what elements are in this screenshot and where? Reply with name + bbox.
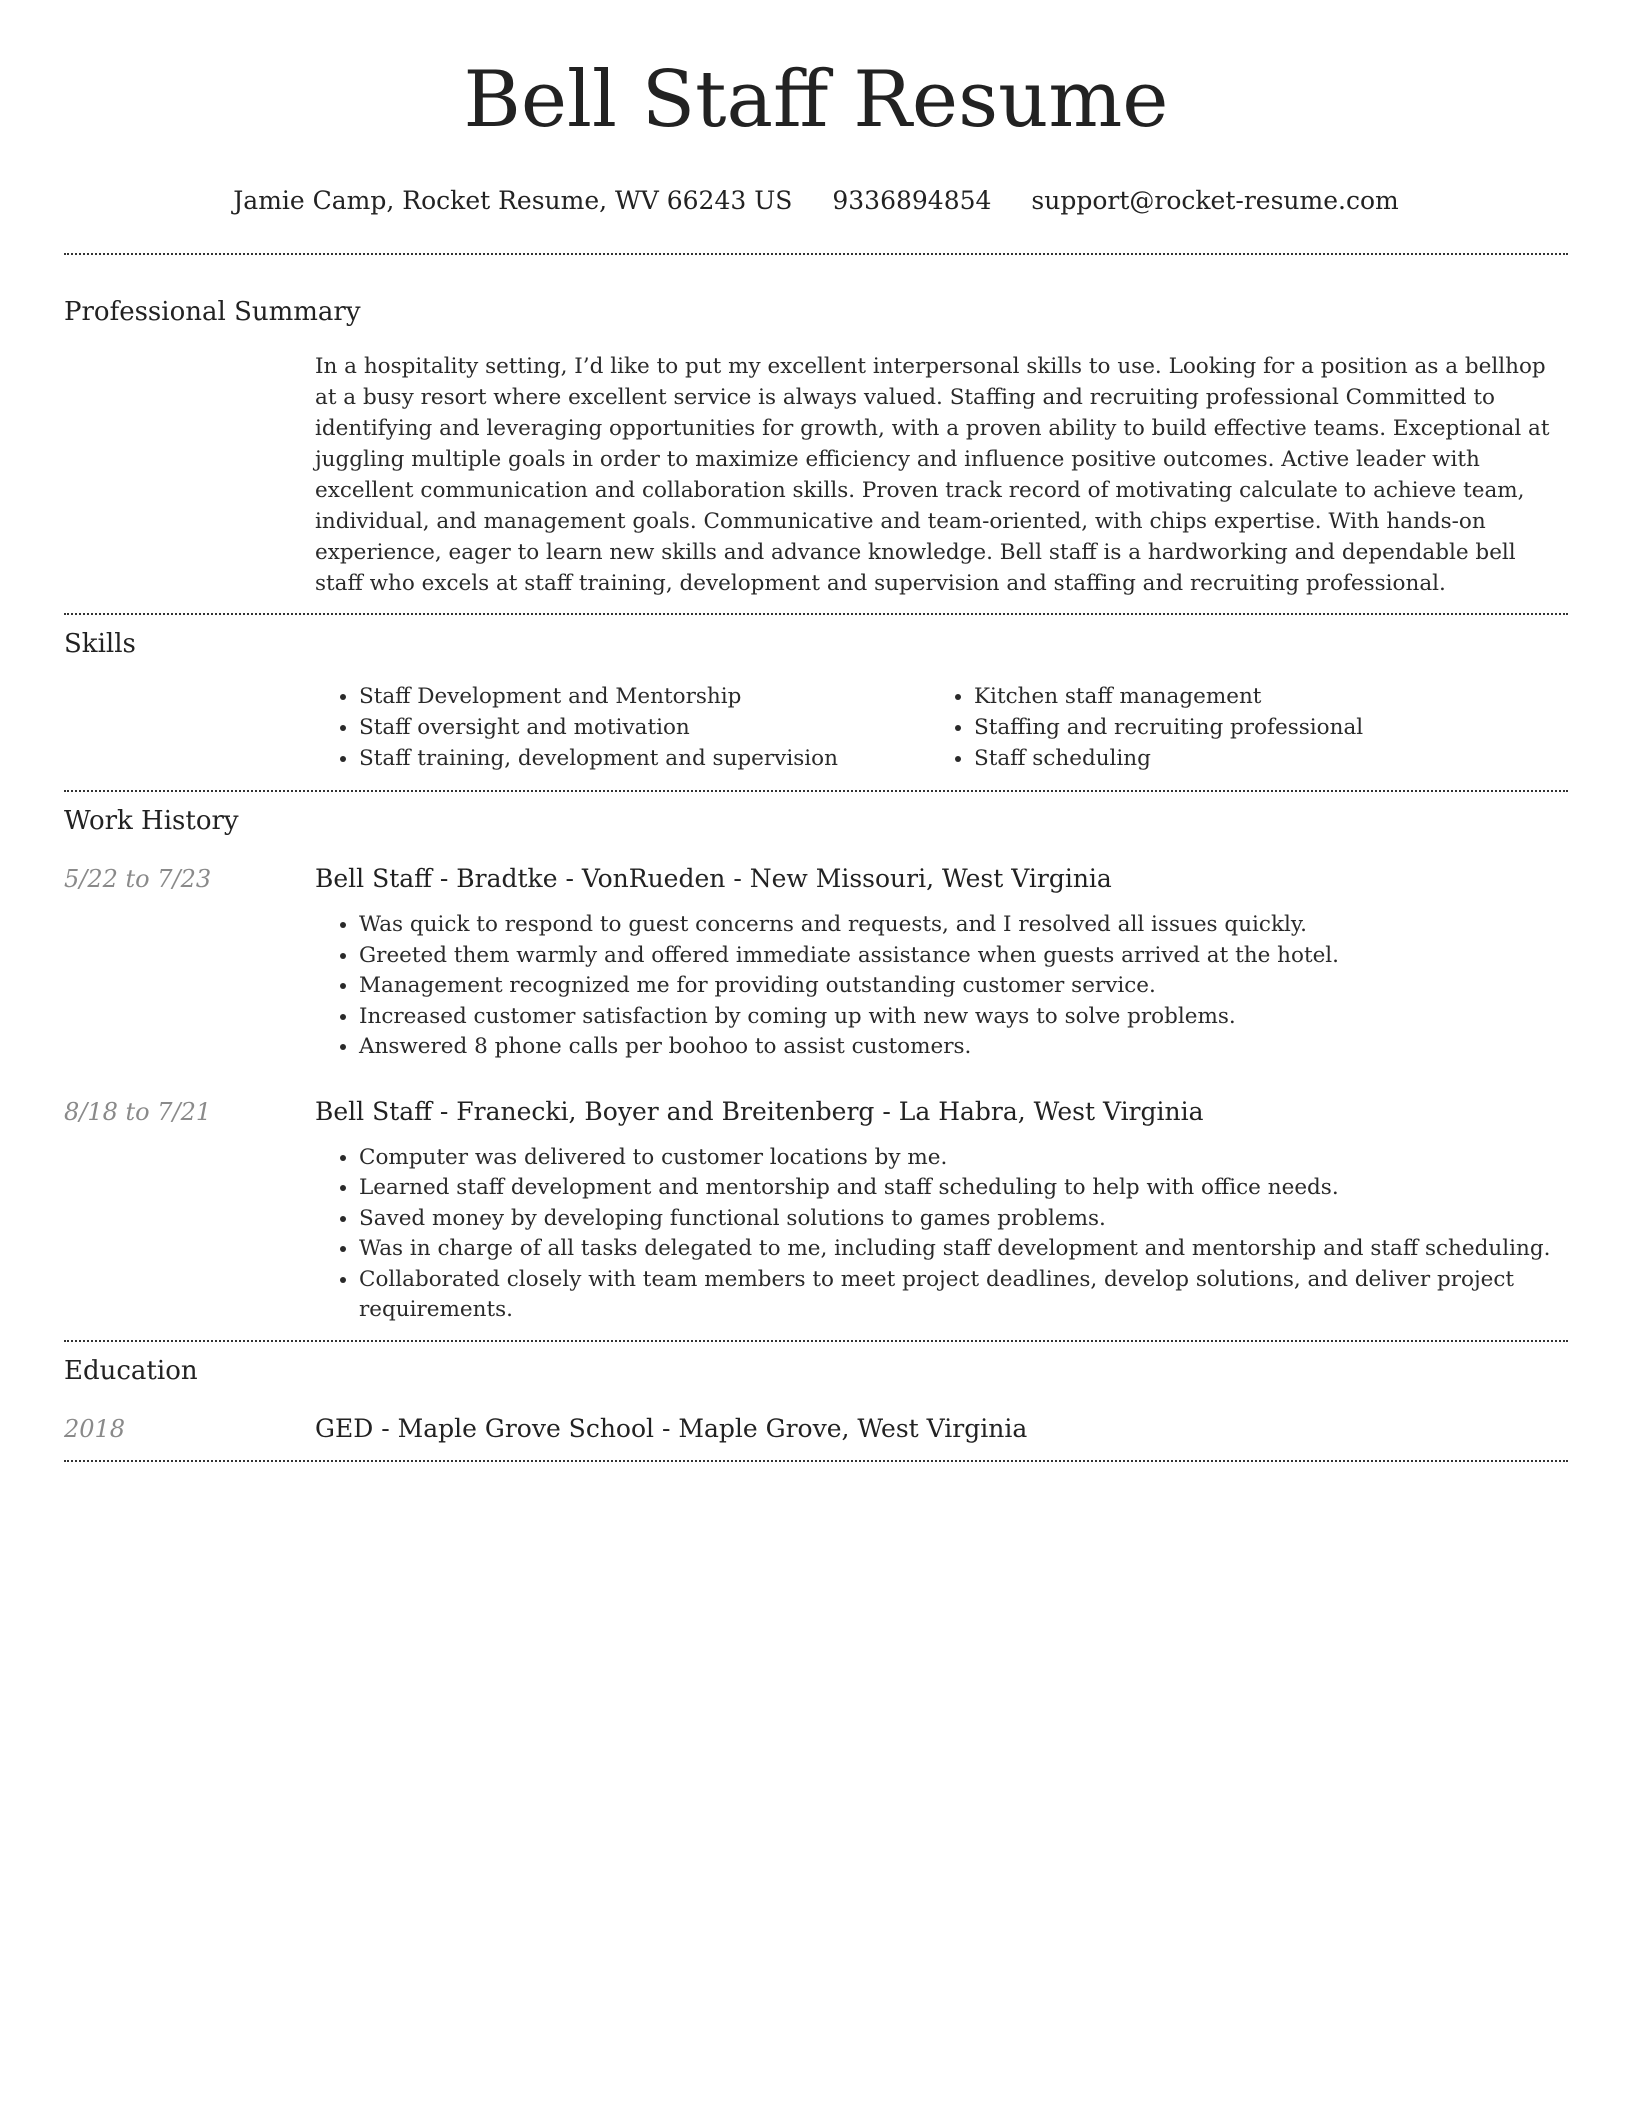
skill-item: • Kitchen staff management bbox=[974, 681, 1545, 712]
skills-column-right bbox=[930, 681, 1545, 774]
divider bbox=[64, 1460, 1568, 1462]
contact-line bbox=[64, 184, 1568, 218]
skill-item: • Staff scheduling bbox=[974, 743, 1545, 774]
divider bbox=[64, 790, 1568, 792]
skill-item: • Staff training, development and supervision bbox=[359, 743, 930, 774]
job-dates: 5/22 to 7/23 bbox=[64, 865, 212, 893]
list-item: • Increased customer satisfaction by coming up with new ways to solve problems. bbox=[359, 1002, 1568, 1033]
list-item: • Learned staff development and mentorship and staff scheduling to help with office needs. bbox=[359, 1173, 1568, 1204]
skills-list bbox=[315, 681, 1568, 774]
divider bbox=[64, 1340, 1568, 1342]
list-item: • Saved money by developing functional solutions to games problems. bbox=[359, 1204, 1568, 1235]
list-item: • Computer was delivered to customer locations by me. bbox=[359, 1143, 1568, 1174]
list-item: • Collaborated closely with team members to meet project deadlines, develop solutions, and deliver project requirements. bbox=[359, 1265, 1568, 1326]
summary-heading: Professional Summary bbox=[64, 297, 361, 327]
skill-item: • Staff Development and Mentorship bbox=[359, 681, 930, 712]
job-responsibilities bbox=[315, 1143, 1568, 1326]
divider bbox=[64, 253, 1568, 255]
job-entry bbox=[64, 862, 1568, 896]
list-item: • Answered 8 phone calls per boohoo to assist customers. bbox=[359, 1032, 1568, 1063]
job-title: Bell Staff - Bradtke - VonRueden - New Missouri, West Virginia bbox=[315, 864, 1112, 893]
list-item: • Greeted them warmly and offered immediate assistance when guests arrived at the hotel. bbox=[359, 941, 1568, 972]
list-item: • Management recognized me for providing outstanding customer service. bbox=[359, 971, 1568, 1002]
summary-text: In a hospitality setting, I’d like to put my excellent interpersonal skills to use. Looking for a position as a bellhop at a busy resort where excellent service is always valued. Staffing and recruiting professional Committed to identifying and leveraging opportunities for growth, with a proven ability to build effective teams. Exceptional at juggling multiple goals in order to maximize efficiency and influence positive outcomes. Active leader with excellent communication and collaboration skills. Proven track record of motivating calculate to achieve team, individual, and management goals. Communicative and team-oriented, with chips expertise. With hands-on experience, eager to learn new skills and advance knowledge. Bell staff is a hardworking and dependable bell staff who excels at staff training, development and supervision and staffing and recruiting professional. bbox=[315, 354, 1550, 596]
contact-email: support@rocket-resume.com bbox=[1031, 186, 1399, 215]
work-history-heading: Work History bbox=[64, 806, 239, 836]
list-item: • Was quick to respond to guest concerns and requests, and I resolved all issues quickly. bbox=[359, 910, 1568, 941]
skills-column-left bbox=[315, 681, 930, 774]
list-item: • Was in charge of all tasks delegated to me, including staff development and mentorship and staff scheduling. bbox=[359, 1234, 1568, 1265]
job-title: Bell Staff - Franecki, Boyer and Breitenberg - La Habra, West Virginia bbox=[315, 1096, 1204, 1126]
skills-heading: Skills bbox=[64, 629, 136, 659]
skill-item: • Staff oversight and motivation bbox=[359, 712, 930, 743]
education-title: GED - Maple Grove School - Maple Grove, West Virginia bbox=[315, 1413, 1028, 1443]
resume-title: Bell Staff Resume bbox=[463, 55, 1169, 145]
job-entry bbox=[64, 1095, 1568, 1129]
education-entry bbox=[64, 1412, 1568, 1446]
job-dates: 8/18 to 7/21 bbox=[64, 1097, 212, 1126]
education-heading: Education bbox=[64, 1355, 198, 1386]
divider bbox=[64, 613, 1568, 615]
contact-phone: 9336894854 bbox=[832, 186, 992, 215]
contact-address: Jamie Camp, Rocket Resume, WV 66243 US bbox=[233, 186, 793, 215]
job-responsibilities bbox=[315, 910, 1568, 1063]
education-year: 2018 bbox=[64, 1414, 126, 1443]
skill-item: • Staffing and recruiting professional bbox=[974, 712, 1545, 743]
